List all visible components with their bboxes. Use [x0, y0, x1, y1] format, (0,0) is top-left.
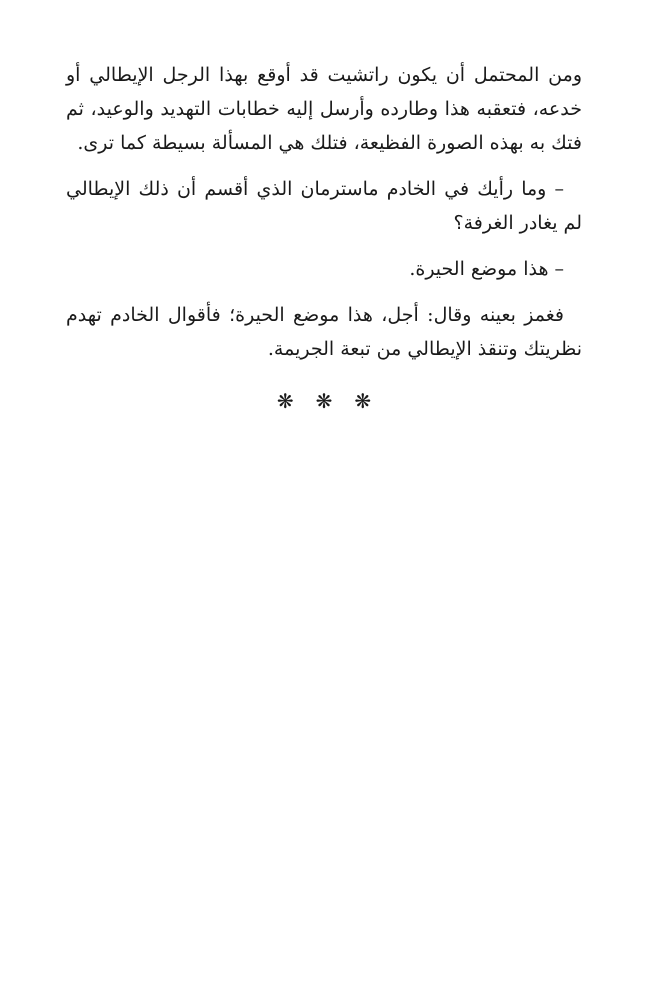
paragraph-4: فغمز بعينه وقال: أجل، هذا موضع الحيرة؛ فأقوال الخادم تهدم نظريتك وتنقذ الإيطالي من تبعة الجريمة.	[66, 304, 582, 360]
page-body	[66, 58, 582, 418]
paragraph-2: – وما رأيك في الخادم ماسترمان الذي أقسم أن ذلك الإيطالي لم يغادر الغرفة؟	[66, 178, 582, 234]
section-separator: ❋❋❋	[276, 389, 394, 413]
paragraph-3: – هذا موضع الحيرة.	[409, 258, 564, 280]
paragraph-1: ومن المحتمل أن يكون راتشيت قد أوقع بهذا الرجل الإيطالي أو خدعه، فتعقبه هذا وطارده وأرسل إليه خطابات التهديد والوعيد، ثم فتك به بهذه الصورة الفظيعة، فتلك هي المسألة بسيطة كما ترى.	[66, 64, 582, 154]
